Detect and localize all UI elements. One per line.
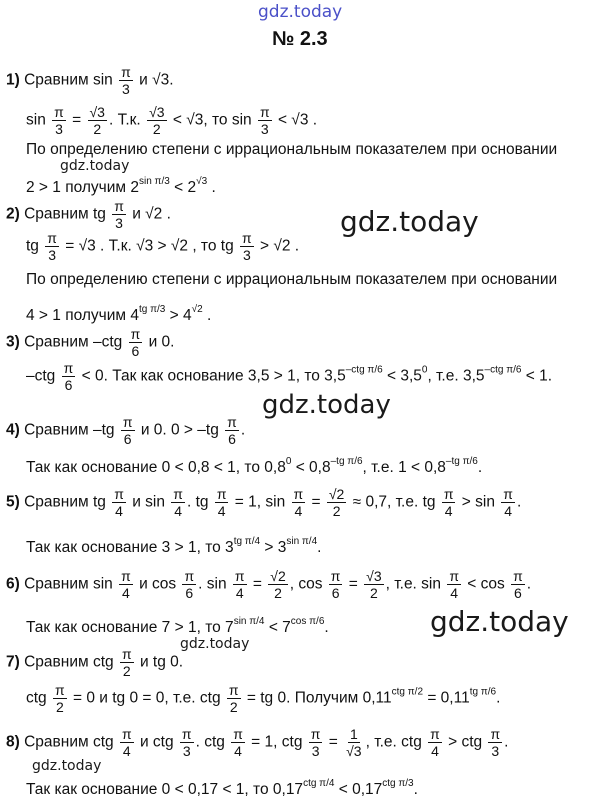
p1-line4: 2 > 1 получим $2^{sin \pi/3} < 2^{√3}$ . <box>26 176 216 196</box>
p4-heading: 4) Сравним –tg $\frac{\pi}{6}$ и 0. 0 > –tg $\frac{\pi}{6}$ . <box>6 414 246 447</box>
p1-line2: sin $\frac{\pi}{3}$ = $\frac{√3}{2}$ . Т.к. $\frac{√3}{2}$ < √3, то sin $\frac{\pi}{3}$ < √3 . <box>26 104 318 137</box>
p8-line2: Так как основание 0 < 0,17 < 1, то $0,17^{ctg \pi/4} < 0,17^{ctg \pi/3}$. <box>26 778 418 798</box>
watermark-large: gdz.today <box>262 390 391 420</box>
watermark-small: gdz.today <box>32 758 102 774</box>
p8-heading: 8) Сравним ctg $\frac{\pi}{4}$ и ctg $\frac{\pi}{3}$ . ctg $\frac{\pi}{4}$ = 1, ctg $\frac{\pi}{3}$ = $\frac{1}{√3}$ , т.е. ctg $\frac{\pi}{4}$ > ctg $\frac{\pi}{3}$ . <box>6 726 509 759</box>
watermark-top: gdz.today <box>258 2 343 22</box>
p2-line3: По определению степени с иррациональным показателем при основании <box>26 271 558 288</box>
p6-line2: Так как основание 7 > 1, то $7^{sin \pi/4} < 7^{cos \pi/6}$. <box>26 616 329 636</box>
p6-heading: 6) Сравним sin $\frac{\pi}{4}$ и cos $\frac{\pi}{6}$ . sin $\frac{\pi}{4}$ = $\frac{√2}{2}$ , cos $\frac{\pi}{6}$ = $\frac{√3}{2}$ , т.е. sin $\frac{\pi}{4}$ < cos $\frac{\pi}{6}$ . <box>6 568 532 601</box>
watermark-large: gdz.today <box>340 205 479 238</box>
p3-heading: 3) Сравним –ctg $\frac{\pi}{6}$ и 0. <box>6 326 175 359</box>
watermark-small: gdz.today <box>60 158 130 174</box>
p3-line2: –ctg $\frac{\pi}{6}$ < 0. Так как основание 3,5 > 1, то $3,5^{-ctg \pi/6} < 3,5^0$, т.е. $3,5^{-ctg \pi/6} < 1$. <box>26 360 553 393</box>
watermark-large: gdz.today <box>430 605 569 638</box>
p1-heading: 1) Сравним sin $\frac{\pi}{3}$ и √3. <box>6 64 174 97</box>
p7-line2: ctg $\frac{\pi}{2}$ = 0 и tg 0 = 0, т.е. ctg $\frac{\pi}{2}$ = tg 0. Получим $0,11^{ctg \pi/2} = 0,11^{tg \pi/6}$. <box>26 682 501 715</box>
p2-line2: tg $\frac{\pi}{3}$ = √3 . Т.к. √3 > √2 , то tg $\frac{\pi}{3}$ > √2 . <box>26 230 300 263</box>
p5-heading: 5) Сравним tg $\frac{\pi}{4}$ и sin $\frac{\pi}{4}$ . tg $\frac{\pi}{4}$ = 1, sin $\frac{\pi}{4}$ = $\frac{√2}{2}$ ≈ 0,7, т.е. tg $\frac{\pi}{4}$ > sin $\frac{\pi}{4}$ . <box>6 486 522 519</box>
p1-line3: По определению степени с иррациональным показателем при основании <box>26 141 558 158</box>
p5-line2: Так как основание 3 > 1, то $3^{tg \pi/4} > 3^{sin \pi/4}$. <box>26 536 322 556</box>
p2-heading: 2) Сравним tg $\frac{\pi}{3}$ и √2 . <box>6 198 171 231</box>
watermark-small: gdz.today <box>180 636 250 652</box>
p2-line4: 4 > 1 получим $4^{tg \pi/3} > 4^{√2}$ . <box>26 304 212 324</box>
problem-title: № 2.3 <box>272 28 328 50</box>
p4-line2: Так как основание 0 < 0,8 < 1, то $0,8^0 < 0,8^{-tg \pi/6}$, т.е. $1 < 0,8^{-tg \pi/6}$. <box>26 456 483 476</box>
p7-heading: 7) Сравним ctg $\frac{\pi}{2}$ и tg 0. <box>6 646 184 679</box>
